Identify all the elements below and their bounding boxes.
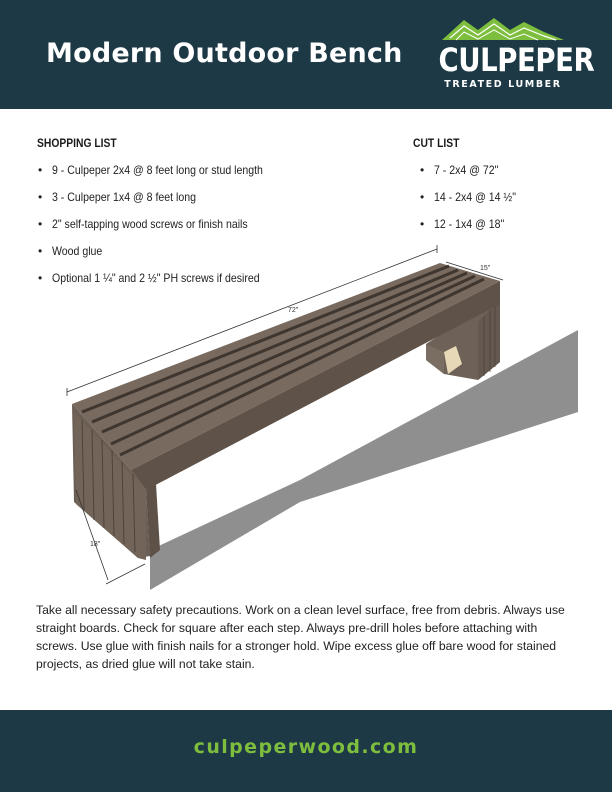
list-item: • 7 - 2x4 @ 72" [419, 163, 527, 190]
cut-list [419, 163, 527, 244]
list-item: • Wood glue [37, 244, 292, 271]
logo-tagline: TREATED LUMBER [444, 79, 562, 90]
dimension-depth-label: 15" [480, 265, 491, 272]
mountain-logo-icon [428, 16, 578, 42]
bench-illustration [0, 240, 612, 600]
dimension-height-label: 18" [90, 541, 101, 548]
culpeper-logo [428, 16, 595, 96]
header-banner [0, 0, 612, 109]
safety-instructions: Take all necessary safety precautions. Work on a clean level surface, free from debris. Always use straight boards. Check for square after each step. Always pre-drill holes before attaching with screws. Use glue with finish nails for a stronger hold. Wipe excess glue off bare wood for stained projects, as dried glue will not take stain. [36, 603, 565, 671]
cut-list-heading: CUT LIST [413, 136, 460, 150]
footer-banner [0, 710, 612, 792]
list-item: • 12 - 1x4 @ 18" [419, 217, 527, 244]
list-item: • 2" self-tapping wood screws or finish nails [37, 217, 292, 244]
dimension-length-label: 72" [288, 307, 299, 314]
logo-brand: CULPEPER [438, 41, 595, 79]
page-title: Modern Outdoor Bench [46, 38, 403, 69]
list-item: • 14 - 2x4 @ 14 ½" [419, 190, 527, 217]
shopping-list-heading: SHOPPING LIST [37, 136, 117, 150]
list-item: • 9 - Culpeper 2x4 @ 8 feet long or stud length [37, 163, 292, 190]
website-link[interactable]: culpeperwood.com [193, 736, 419, 758]
list-item: • Optional 1 ¼" and 2 ½" PH screws if desired [37, 271, 292, 298]
list-item: • 3 - Culpeper 1x4 @ 8 feet long [37, 190, 292, 217]
